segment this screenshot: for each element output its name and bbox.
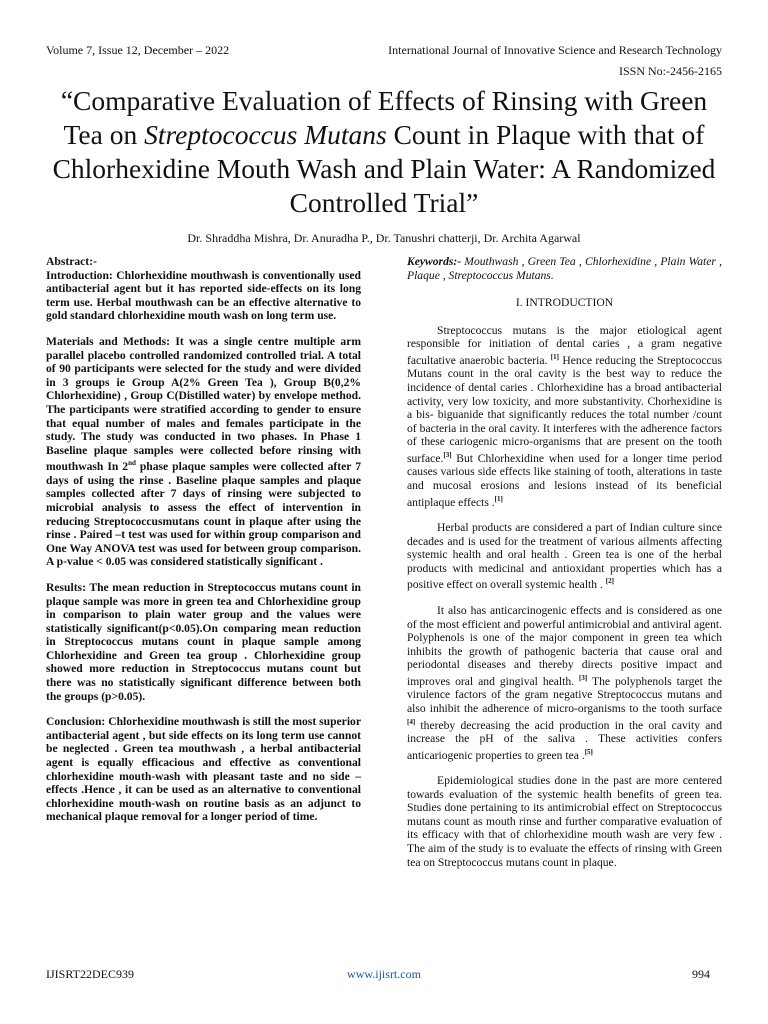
citation-ref: [1] <box>494 494 503 503</box>
citation-ref: [3] <box>443 450 452 459</box>
page-number: 994 <box>692 967 710 981</box>
methods-text-a: Materials and Methods: It was a single centre multiple arm parallel placebo controlled randomized controlled trial. A total of 90 participants were selected for the study and were divided in 3 groups ie Group A(2% Green Tea ), Group B(0,2% Chlorhexidine) , Group C(Distilled water) by envelope method. The participants were stratified according to gender to ensure that equal number of males and females participate in the study. The study was conducted in two phases. In Phase 1 Baseline plaque samples were collected before rinsing with mouthwash In 2 <box>46 334 361 474</box>
intro-p3-text-c: thereby decreasing the acid production in the oral cavity and increase the pH of the saliva . These activities confers anticariogenic properties to green tea . <box>407 718 722 762</box>
keywords <box>407 255 722 282</box>
abstract-methods <box>46 335 361 569</box>
citation-ref: [2] <box>605 577 614 586</box>
methods-text-b: phase plaque samples were collected after 7 days of using the rinse . Baseline plaque samples and plaque samples collected after 7 days of rinsing were subjected to microbial analysis to assess the effect of intervention in reducing Streptococcusmutans count in plaque after using the rinse . Paired –t test was used for within group comparison and One Way ANOVA test was used for between group comparison. A p-value < 0.05 was considered statistically significant . <box>46 460 361 569</box>
intro-p3-text-a: It also has anticarcinogenic effects and is considered as one of the most efficient and powerful antimicrobial and antiviral agent. Polyphenols is one of the major component in green tea which inhibits the growth of pathogenic bacteria that cause oral and periodontal diseases and thereby directs positive impact and improves oral and gingival health. <box>407 603 722 688</box>
intro-paragraph-3 <box>407 604 722 762</box>
intro-paragraph-4: Epidemiological studies done in the past are more centered towards evaluation of the systemic health benefits of green tea. Studies done pertaining to its antimicrobial effect on Streptococcus mutans count as mouth rinse and further comparative evaluation of its efficacy with that of chlorhexidine mouth wash are very few . The aim of the study is to evaluate the effects of rinsing with Green tea on Streptococcus mutans count in plaque. <box>407 774 722 869</box>
journal-url-link[interactable]: www.ijisrt.com <box>347 967 421 981</box>
issn: ISSN No:-2456-2165 <box>618 64 722 78</box>
intro-p1-text-b: Hence reducing the Streptococcus Mutans count in the oral cavity is the best way to reduce the incidence of dental caries . Chlorhexidine has a broad antibacterial activity, very low toxicity, and more substantivity. Chorhexidine is a bis- biguanide that significantly reduces the total number /count of bacteria in the oral cavity. It interferes with the adherence factors of these cariogenic micro-organisms that are present on the tooth surface. <box>407 353 722 465</box>
paper-code: IJISRT22DEC939 <box>46 967 134 981</box>
methods-superscript: nd <box>128 459 136 468</box>
abstract-heading: Abstract:- <box>46 255 97 268</box>
title-italic: Streptococcus Mutans <box>144 119 387 150</box>
intro-paragraph-1 <box>407 324 722 509</box>
keywords-text: Mouthwash , Green Tea , Chlorhexidine , Plain Water , Plaque , Streptococcus Mutans. <box>407 255 722 282</box>
paper-title <box>40 84 728 220</box>
title-part-2: Count in Plaque with that of Chlorhexidine Mouth Wash and Plain Water: A Randomized Controlled Trial” <box>52 119 716 218</box>
keywords-label: Keywords:- <box>407 255 462 268</box>
abstract-introduction: Introduction: Chlorhexidine mouthwash is conventionally used antibacterial agent but it has reported side-effects on its long term use. Herbal mouthwash can be an effective alternative to gold standard chlorhexidine mouth wash on long term use. <box>46 268 361 323</box>
intro-p2-text: Herbal products are considered a part of Indian culture since decades and is used for the treatment of various ailments affecting systemic health and oral health . Green tea is one of the herbal products with medicinal and antioxidant properties which has a positive effect on overall systemic health . <box>407 521 722 592</box>
citation-ref: [3] <box>579 673 588 682</box>
abstract-column <box>46 255 361 836</box>
volume-info: Volume 7, Issue 12, December – 2022 <box>46 43 230 57</box>
citation-ref: [1] <box>550 352 559 361</box>
citation-ref: [4] <box>407 717 416 726</box>
introduction-column <box>407 255 722 881</box>
intro-p1-text-a: Streptococcus mutans is the major etiological agent responsible for initiation of dental caries , a gram negative facultative anaerobic bacteria. <box>407 323 722 367</box>
intro-p3-text-b: The polyphenols target the virulence factors of the gram negative Streptococcus mutans and also inhibit the adherence of micro-organisms to the tooth surface <box>407 674 722 715</box>
abstract-results: Results: The mean reduction in Streptococcus mutans count in plaque sample was more in green tea and Chlorhexidine group in comparison to plain water group and the values were statistically significant(p<0.05).On comparing mean reduction in Streptococcus mutans count in plaque sample among Chlorhexidine and Green tea group . Chlorhexidine group showed more reduction in Streptococcus mutans count but there was no statistically significant difference between both the groups (p>0.05). <box>46 580 361 703</box>
section-heading: I. INTRODUCTION <box>515 296 614 310</box>
intro-paragraph-2 <box>407 521 722 592</box>
title-part-1: “Comparative Evaluation of Effects of Rinsing with Green Tea on <box>60 85 708 150</box>
intro-p1-text-c: But Chlorhexidine when used for a longer time period causes various side effects like staining of tooth, alterations in taste and mucosal erosions and lesions instead of its beneficial antiplaque effects . <box>407 451 722 509</box>
journal-name: International Journal of Innovative Science and Research Technology <box>388 43 722 57</box>
author-list: Dr. Shraddha Mishra, Dr. Anuradha P., Dr. Tanushri chatterji, Dr. Archita Agarwal <box>187 231 581 245</box>
abstract-conclusion: Conclusion: Chlorhexidine mouthwash is still the most superior antibacterial agent , but side effects on its long term use cannot be neglected . Green tea mouthwash , a herbal antibacterial agent is equally efficacious and effective as conventional chlorhexidine mouth-wash with pleasant taste and no side –effects .Hence , it can be used as an alternative to conventional chlorhexidine mouth-wash on routine basis as an adjunct to mechanical plaque removal for a longer period of time. <box>46 715 361 824</box>
footer-link-wrap <box>0 967 768 982</box>
citation-ref: [5] <box>584 747 593 756</box>
